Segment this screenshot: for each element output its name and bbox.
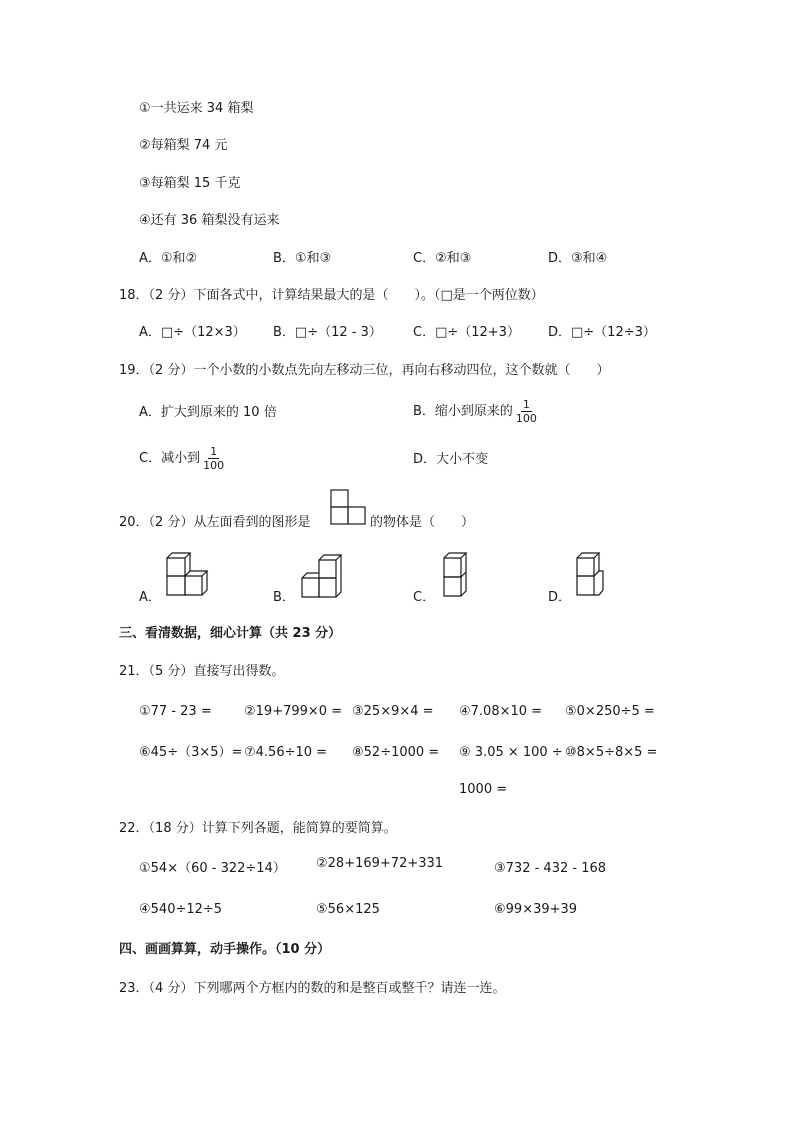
q22-calc-3: ③732 - 432 - 168: [494, 861, 607, 876]
q18-option-d: D．□÷（12÷3）: [548, 325, 656, 340]
q21-calc-5: ⑤0×250÷5 =: [565, 704, 655, 719]
q19-option-c-fraction: [201, 445, 226, 472]
q21-stem: 21．（5 分）直接写出得数。: [119, 664, 285, 679]
q19-stem: 19．（2 分）一个小数的小数点先向左移动三位，再向右移动四位，这个数就（ ）: [119, 363, 610, 378]
q19-option-a: A．扩大到原来的 10 倍: [139, 405, 277, 420]
q22-calc-2: ②28+169+72+331: [316, 856, 444, 871]
fraction-denominator: 100: [203, 459, 225, 472]
q18-option-c: C．□÷（12+3）: [413, 325, 520, 340]
q19-option-c: [139, 444, 226, 474]
q22-calc-4: ④540÷12÷5: [139, 902, 223, 917]
q17-item-2: ②每箱梨 74 元: [139, 138, 228, 153]
q23-stem: 23．（4 分）下列哪两个方框内的数的和是整百或整千？请连一连。: [119, 981, 506, 996]
fraction-numerator: 1: [210, 445, 218, 458]
q22-calc-1: ①54×（60 - 322÷14）: [139, 861, 286, 876]
q22-stem: 22．（18 分）计算下列各题，能简算的要简算。: [119, 821, 397, 836]
left-view-figure-icon: [330, 489, 366, 525]
q19-option-b-fraction: [514, 398, 539, 425]
section-3-title: 三、看清数据，细心计算（共 23 分）: [119, 626, 342, 641]
q19-option-b-text: B．缩小到原来的: [413, 404, 513, 419]
q21-calc-10: ⑩8×5÷8×5 =: [565, 745, 658, 760]
q20-stem-pre: 20．（2 分）从左面看到的图形是: [119, 515, 311, 530]
q20-stem-post: 的物体是（ ）: [370, 515, 475, 530]
q21-calc-6: ⑥45÷（3×5）=: [139, 745, 243, 760]
q17-option-c: C．②和③: [413, 251, 472, 266]
q21-calc-4: ④7.08×10 =: [459, 704, 543, 719]
cube-figure-b-icon: [300, 558, 344, 600]
q17-option-b: B．①和③: [273, 251, 332, 266]
q20-option-b: B．: [273, 590, 295, 605]
q19-option-b: [413, 397, 539, 427]
q19-option-c-text: C．减小到: [139, 451, 201, 466]
q21-calc-7: ⑦4.56÷10 =: [244, 745, 328, 760]
q19-option-d: D．大小不变: [413, 452, 489, 467]
q20-option-d: D．: [548, 590, 572, 605]
cube-figure-d-icon: [575, 556, 607, 598]
q20-option-a: A．: [139, 590, 161, 605]
section-4-title: 四、画画算算，动手操作。（10 分）: [119, 942, 331, 957]
q17-item-4: ④还有 36 箱梨没有运来: [139, 213, 280, 228]
q21-calc-3: ③25×9×4 =: [352, 704, 434, 719]
q21-calc-9-cont: 1000 =: [459, 782, 508, 797]
q22-calc-6: ⑥99×39+39: [494, 902, 578, 917]
q22-calc-5: ⑤56×125: [316, 902, 380, 917]
q21-calc-1: ①77 - 23 =: [139, 704, 212, 719]
q18-option-b: B．□÷（12 - 3）: [273, 325, 382, 340]
cube-figure-c-icon: [442, 555, 474, 599]
q17-option-a: A．①和②: [139, 251, 198, 266]
q17-item-1: ①一共运来 34 箱梨: [139, 101, 254, 116]
fraction-denominator: 100: [515, 412, 537, 425]
q20-option-c: C．: [413, 590, 436, 605]
q18-stem: 18．（2 分）下面各式中，计算结果最大的是（ ）。（□是一个两位数）: [119, 288, 544, 303]
q21-calc-8: ⑧52÷1000 =: [352, 745, 440, 760]
cube-figure-a-icon: [165, 556, 209, 598]
q21-calc-9: ⑨ 3.05 × 100 ÷: [459, 745, 563, 760]
fraction-numerator: 1: [522, 398, 530, 411]
q21-calc-2: ②19+799×0 =: [244, 704, 343, 719]
q17-option-d: D．③和④: [548, 251, 608, 266]
q17-item-3: ③每箱梨 15 千克: [139, 176, 241, 191]
q18-option-a: A．□÷（12×3）: [139, 325, 246, 340]
